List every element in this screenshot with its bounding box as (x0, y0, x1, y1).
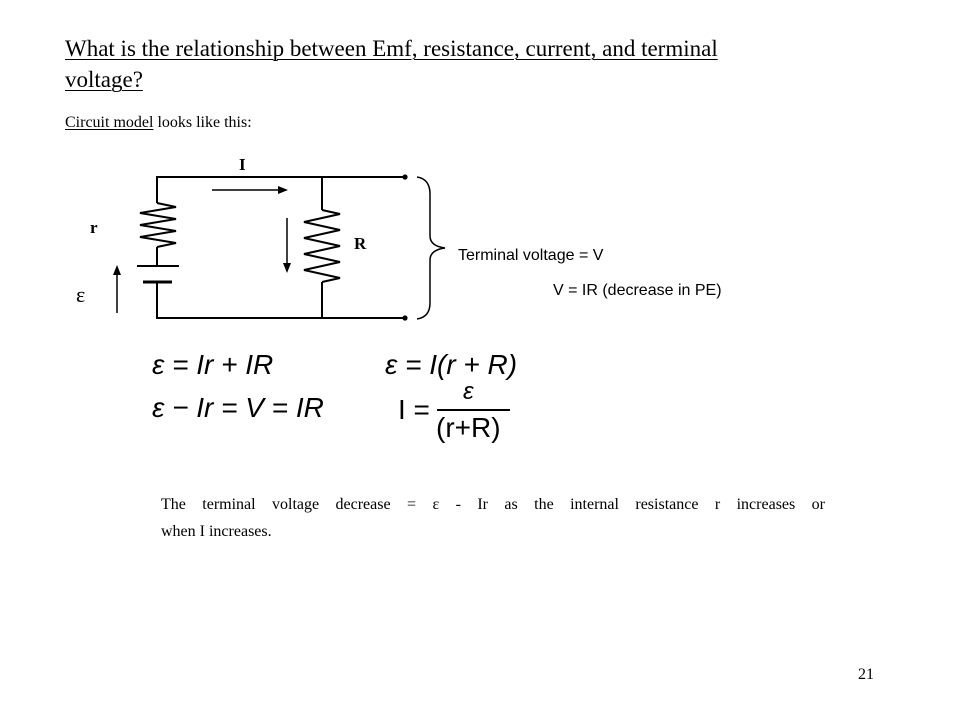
subtitle-rest: looks like this: (153, 114, 252, 131)
emf-arrow-up (113, 265, 121, 313)
page-number: 21 (858, 666, 874, 683)
equation-current-numerator: ε (463, 378, 474, 405)
resistor-r (140, 203, 176, 247)
explanation-line-1: The terminal voltage decrease = ε - Ir as the internal resistance r increases or (161, 496, 825, 513)
equation-fraction-bar (437, 409, 510, 411)
resistor-R (304, 210, 340, 282)
terminal-brace (417, 177, 445, 319)
equation-current-lhs: I = (398, 394, 430, 425)
label-emf-epsilon: ε (76, 282, 86, 307)
current-arrow-down (283, 218, 291, 273)
label-current-I: I (239, 155, 246, 174)
terminal-dot-bottom (402, 315, 407, 320)
equation-terminal-voltage: ε − Ir = V = IR (152, 392, 324, 423)
label-internal-resistance-r: r (90, 218, 98, 237)
label-load-resistance-R: R (354, 234, 367, 253)
equation-emf-sum: ε = Ir + IR (152, 349, 274, 380)
slide-title-line-2: voltage? (65, 67, 143, 92)
terminal-dot-top (402, 174, 407, 179)
terminal-voltage-label: Terminal voltage = V (458, 247, 604, 264)
equation-emf-factored: ε = I(r + R) (385, 349, 518, 380)
equation-current-denominator: (r+R) (436, 412, 501, 443)
current-arrow-right (212, 186, 288, 194)
slide-title-line-1: What is the relationship between Emf, resistance, current, and terminal (65, 36, 718, 61)
explanation-line-2: when I increases. (161, 523, 272, 540)
terminal-voltage-relation: V = IR (decrease in PE) (553, 282, 722, 299)
subtitle (65, 113, 252, 133)
subtitle-circuit-model: Circuit model (65, 114, 154, 131)
